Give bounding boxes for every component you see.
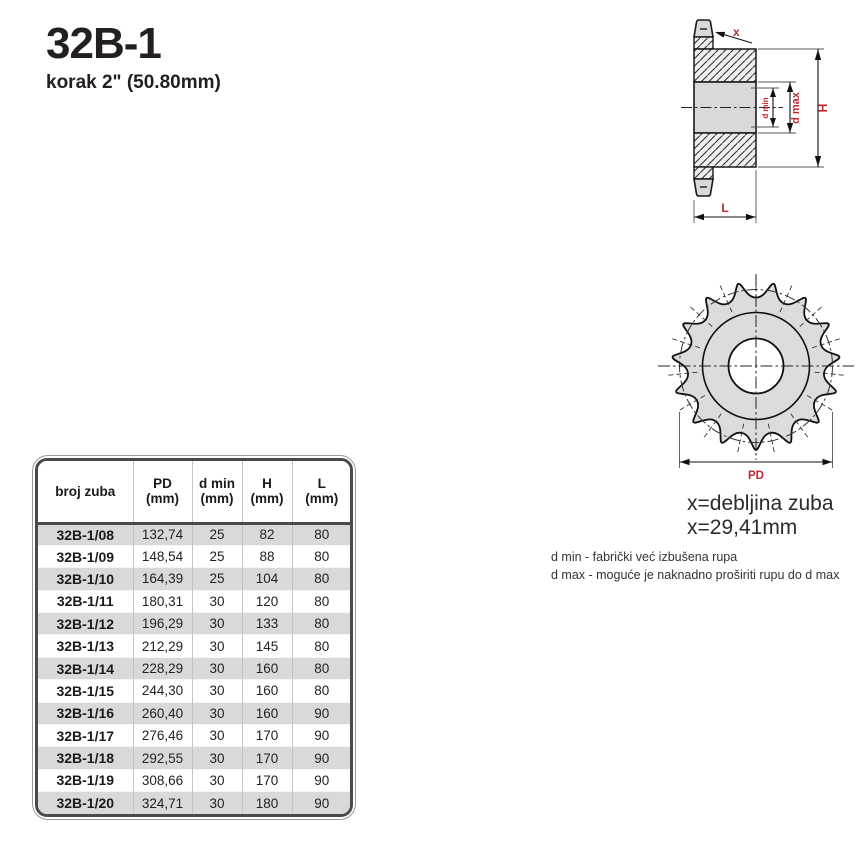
table-row xyxy=(38,657,351,679)
d-min-cell: 30 xyxy=(192,680,242,702)
pd-cell: 260,40 xyxy=(133,702,192,724)
row-model-cell: 32B-1/13 xyxy=(56,638,115,655)
pd-cell: 180,31 xyxy=(133,590,192,612)
l-cell: 90 xyxy=(292,702,351,724)
h-cell: 145 xyxy=(242,635,292,657)
sprocket-front-view-drawing xyxy=(638,262,860,490)
l-cell: 90 xyxy=(292,747,351,769)
h-cell: 170 xyxy=(242,725,292,747)
l-cell: 80 xyxy=(292,590,351,612)
hub-top-section xyxy=(694,49,756,82)
d-min-cell: 30 xyxy=(192,792,242,814)
table-row xyxy=(38,725,351,747)
col-header-h: H (mm) xyxy=(242,461,292,523)
h-cell: 104 xyxy=(242,568,292,590)
h-cell: 133 xyxy=(242,613,292,635)
table-row xyxy=(38,702,351,724)
tooth-width-note xyxy=(687,492,834,540)
row-model-cell: 32B-1/14 xyxy=(56,660,115,677)
dimensions-table-frame xyxy=(32,455,356,820)
sprocket-cross-section-drawing xyxy=(655,8,860,240)
d-min-cell: 25 xyxy=(192,523,242,545)
l-cell: 80 xyxy=(292,657,351,679)
dimensions-table xyxy=(38,461,351,814)
pd-cell: 132,74 xyxy=(133,523,192,545)
d-min-cell: 25 xyxy=(192,545,242,567)
h-cell: 170 xyxy=(242,769,292,791)
footnote-d-min: d min - fabrički već izbušena rupa xyxy=(551,550,738,564)
table-row xyxy=(38,680,351,702)
d-min-cell: 25 xyxy=(192,568,242,590)
dim-label-h: H xyxy=(816,103,830,113)
l-cell: 80 xyxy=(292,635,351,657)
table-body xyxy=(38,523,351,814)
tooth-width-note-line2: x=29,41mm xyxy=(687,516,798,539)
col-header-pd: PD (mm) xyxy=(133,461,192,523)
l-cell: 90 xyxy=(292,769,351,791)
col-header-d-min: d min (mm) xyxy=(192,461,242,523)
d-min-cell: 30 xyxy=(192,702,242,724)
col-header-broj-zuba: broj zuba xyxy=(38,461,133,523)
h-cell: 180 xyxy=(242,792,292,814)
table-row xyxy=(38,545,351,567)
table-row xyxy=(38,613,351,635)
page-header xyxy=(46,20,221,94)
d-min-cell: 30 xyxy=(192,590,242,612)
row-model-cell: 32B-1/11 xyxy=(56,593,114,610)
l-cell: 80 xyxy=(292,545,351,567)
pd-cell: 148,54 xyxy=(133,545,192,567)
h-cell: 160 xyxy=(242,702,292,724)
h-cell: 170 xyxy=(242,747,292,769)
page-subtitle: korak 2" (50.80mm) xyxy=(46,72,221,93)
table-row xyxy=(38,523,351,545)
tooth-width-note-line1: x=debljina zuba xyxy=(687,492,834,515)
pd-cell: 244,30 xyxy=(133,680,192,702)
h-cell: 88 xyxy=(242,545,292,567)
h-cell: 120 xyxy=(242,590,292,612)
h-cell: 82 xyxy=(242,523,292,545)
footnote-d-max: d max - moguće je naknadno proširiti rupu do d max xyxy=(551,567,840,582)
page-title: 32B-1 xyxy=(46,19,161,68)
d-min-cell: 30 xyxy=(192,769,242,791)
pd-cell: 276,46 xyxy=(133,725,192,747)
row-model-cell: 32B-1/10 xyxy=(56,570,115,587)
d-min-cell: 30 xyxy=(192,613,242,635)
plate-bottom-section xyxy=(694,167,713,179)
d-min-cell: 30 xyxy=(192,725,242,747)
dim-label-x: x xyxy=(733,25,740,39)
table-header-row xyxy=(38,461,351,523)
col-header-l: L (mm) xyxy=(292,461,351,523)
pd-cell: 308,66 xyxy=(133,769,192,791)
row-model-cell: 32B-1/20 xyxy=(56,795,115,812)
l-cell: 90 xyxy=(292,725,351,747)
row-model-cell: 32B-1/15 xyxy=(56,682,115,699)
table-row xyxy=(38,568,351,590)
pd-cell: 212,29 xyxy=(133,635,192,657)
l-cell: 80 xyxy=(292,523,351,545)
table-row xyxy=(38,769,351,791)
row-model-cell: 32B-1/08 xyxy=(56,526,115,543)
dim-label-l: L xyxy=(721,201,729,215)
pd-cell: 196,29 xyxy=(133,613,192,635)
l-cell: 80 xyxy=(292,680,351,702)
footnotes xyxy=(551,549,839,584)
row-model-cell: 32B-1/09 xyxy=(56,548,115,565)
row-model-cell: 32B-1/16 xyxy=(56,705,115,722)
hub-bottom-section xyxy=(694,133,756,167)
d-min-cell: 30 xyxy=(192,635,242,657)
h-cell: 160 xyxy=(242,657,292,679)
row-model-cell: 32B-1/18 xyxy=(56,750,115,767)
pd-cell: 164,39 xyxy=(133,568,192,590)
l-cell: 80 xyxy=(292,613,351,635)
pd-cell: 292,55 xyxy=(133,747,192,769)
pd-cell: 324,71 xyxy=(133,792,192,814)
table-row xyxy=(38,635,351,657)
l-cell: 90 xyxy=(292,792,351,814)
table-row xyxy=(38,792,351,814)
table-row xyxy=(38,590,351,612)
dim-label-d-max: d max xyxy=(790,92,802,124)
row-model-cell: 32B-1/17 xyxy=(56,727,115,744)
row-model-cell: 32B-1/12 xyxy=(56,615,115,632)
pd-cell: 228,29 xyxy=(133,657,192,679)
dim-label-d-min: d min xyxy=(761,97,770,119)
h-cell: 160 xyxy=(242,680,292,702)
d-min-cell: 30 xyxy=(192,747,242,769)
dim-label-pd: PD xyxy=(748,470,764,482)
l-cell: 80 xyxy=(292,568,351,590)
table-row xyxy=(38,747,351,769)
plate-top-section xyxy=(694,37,713,49)
d-min-cell: 30 xyxy=(192,657,242,679)
row-model-cell: 32B-1/19 xyxy=(56,772,115,789)
